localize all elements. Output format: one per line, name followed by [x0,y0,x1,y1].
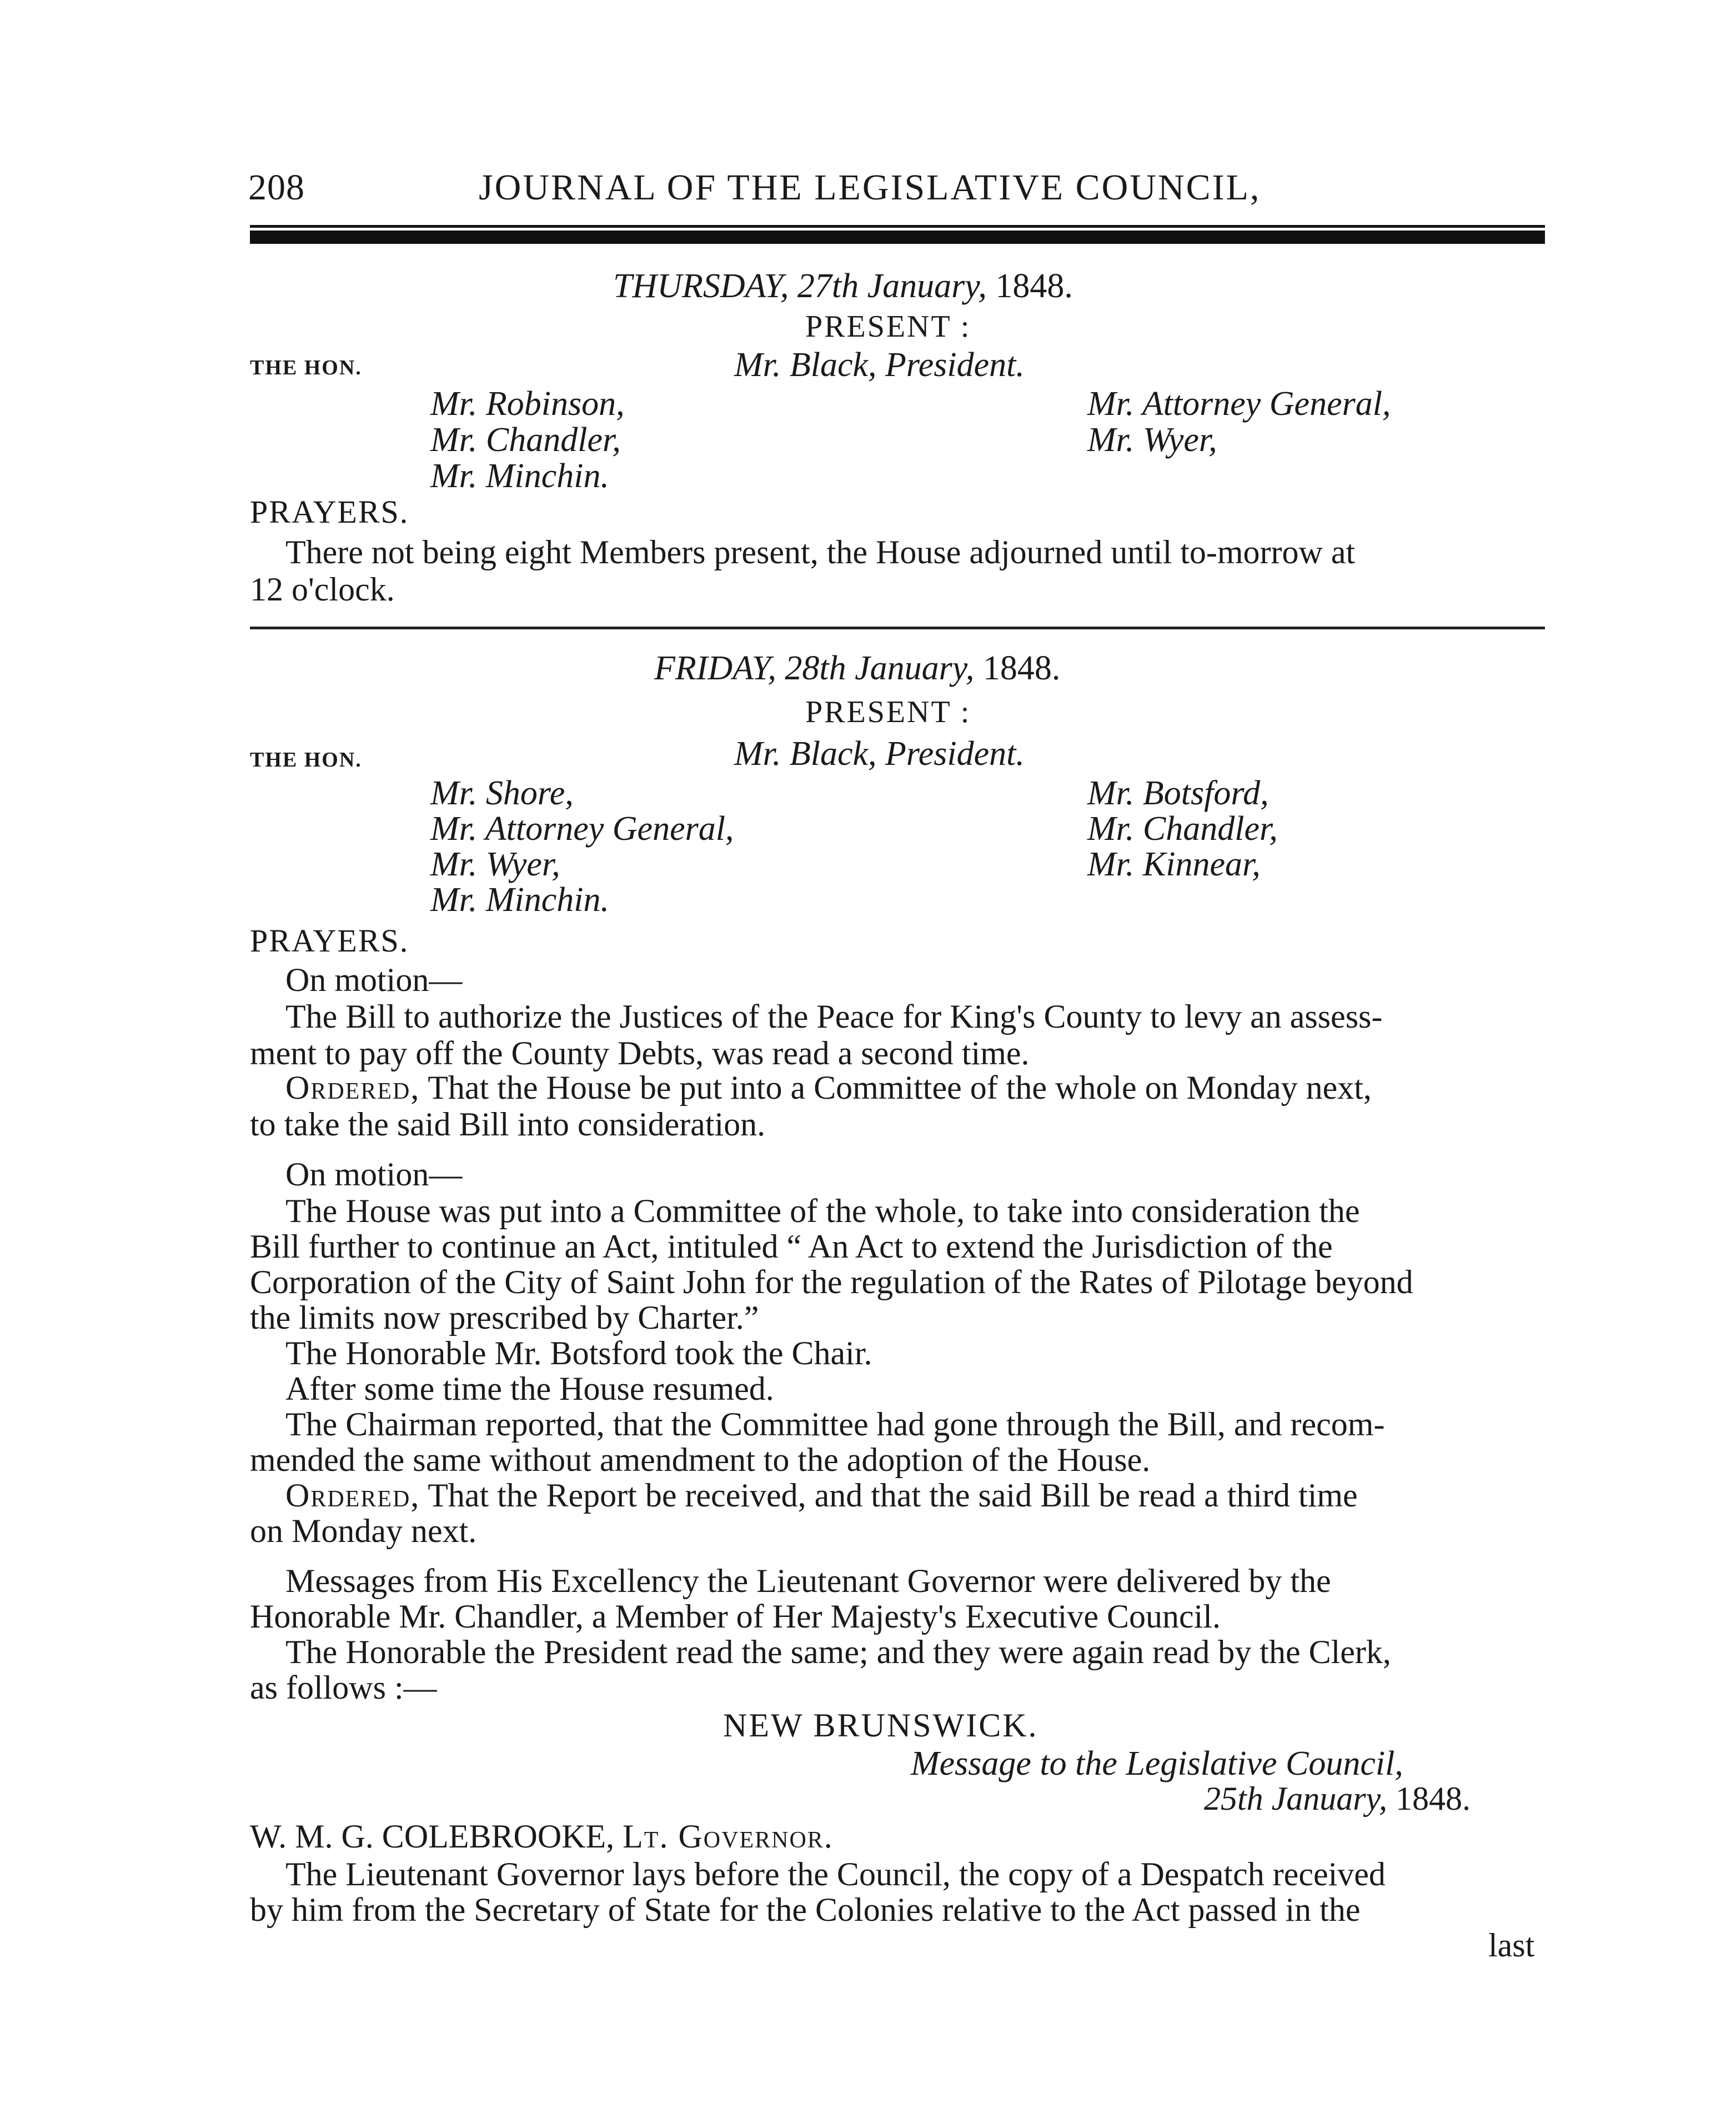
governor-line [250,1817,834,1856]
messages-line2: Honorable Mr. Chandler, a Member of Her Majesty's Executive Council. [250,1598,1221,1635]
on-motion-1: On motion— [285,962,463,998]
running-title: JOURNAL OF THE LEGISLATIVE COUNCIL, [479,167,1261,208]
friday-date [654,649,1060,688]
committee-line2: Bill further to continue an Act, intituled “ An Act to extend the Jurisdiction of the [250,1228,1333,1265]
friday-date-text: 28th January, [785,649,975,687]
thursday-the-hon: THE HON. [250,356,362,379]
governor-name: W. M. G. COLEBROOKE, [250,1818,615,1855]
thursday-president: Mr. Black, President. [734,346,1025,384]
thursday-adjourn-line2: 12 o'clock. [250,571,395,608]
committee-line3: Corporation of the City of Saint John for the regulation of the Rates of Pilotage beyond [250,1264,1413,1300]
on-motion-2: On motion— [285,1156,463,1193]
read-line1: The Honorable the President read the same; and they were again read by the Clerk, [285,1634,1391,1670]
thursday-year: 1848. [995,267,1073,305]
despatch-line2: by him from the Secretary of State for the Colonies relative to the Act passed in the [250,1891,1361,1928]
friday-present-heading: PRESENT : [805,695,971,729]
ordered-1-text: That the House be put into a Committee of the whole on Monday next, [428,1069,1372,1106]
friday-member: Mr. Minchin. [430,881,610,919]
thursday-day: THURSDAY, [613,267,789,305]
catchword: last [1488,1927,1535,1964]
thursday-member: Mr. Wyer, [1087,421,1217,459]
ordered-2-line1 [285,1476,1358,1515]
thursday-member: Mr. Attorney General, [1087,385,1391,423]
friday-prayers: PRAYERS. [250,923,409,959]
read-line2: as follows :— [250,1669,437,1706]
messages-line1: Messages from His Excellency the Lieutenant Governor were delivered by the [285,1563,1331,1599]
friday-member: Mr. Attorney General, [430,810,734,848]
committee-line4: the limits now prescribed by Charter.” [250,1299,759,1336]
friday-member: Mr. Botsford, [1087,774,1269,812]
friday-member: Mr. Shore, [430,774,574,812]
report-line1: The Chairman reported, that the Committee had gone through the Bill, and recom- [285,1406,1385,1443]
resumed-line: After some time the House resumed. [285,1370,774,1407]
thursday-date-text: 27th January, [797,267,987,305]
friday-member: Mr. Wyer, [430,845,560,883]
message-date-line [1204,1780,1471,1818]
thursday-adjourn-line1: There not being eight Members present, the House adjourned until to-morrow at [285,534,1356,570]
thursday-member: Mr. Robinson, [430,385,625,423]
ordered-1-line1 [285,1069,1372,1107]
section-divider [250,627,1545,629]
bill-text-line2: ment to pay off the County Debts, was read a second time. [250,1035,1030,1071]
thursday-prayers: PRAYERS. [250,494,409,530]
despatch-line1: The Lieutenant Governor lays before the Council, the copy of a Despatch received [285,1856,1386,1892]
report-line2: mended the same without amendment to the adoption of the House. [250,1441,1151,1478]
friday-year: 1848. [982,649,1061,687]
ordered-2-lead: Ordered, [285,1477,420,1514]
province-heading: NEW BRUNSWICK. [723,1707,1038,1744]
friday-member: Mr. Kinnear, [1087,845,1261,883]
thursday-member: Mr. Chandler, [430,421,621,459]
thursday-present-heading: PRESENT : [805,309,971,344]
friday-president: Mr. Black, President. [734,735,1025,773]
governor-title: Lt. Governor. [623,1818,834,1855]
committee-line1: The House was put into a Committee of the whole, to take into consideration the [285,1193,1360,1229]
page-number: 208 [248,167,305,208]
thursday-member: Mr. Minchin. [430,457,610,495]
ordered-1-lead: Ordered, [285,1069,420,1106]
header-rule-thin [250,225,1545,228]
chair-line: The Honorable Mr. Botsford took the Chair. [285,1335,872,1371]
thursday-date [613,267,1073,306]
friday-day: FRIDAY, [654,649,776,687]
friday-the-hon: THE HON. [250,748,362,772]
message-date: 25th January, [1204,1780,1387,1817]
bill-text-line1: The Bill to authorize the Justices of the Peace for King's County to levy an assess- [285,998,1383,1035]
friday-member: Mr. Chandler, [1087,810,1278,848]
message-year: 1848. [1395,1780,1471,1817]
ordered-2-line2: on Monday next. [250,1513,477,1549]
ordered-2-text: That the Report be received, and that the said Bill be read a third time [428,1477,1358,1514]
header-rule-heavy [250,231,1545,244]
ordered-1-line2: to take the said Bill into consideration. [250,1106,766,1143]
message-to-line: Message to the Legislative Council, [911,1745,1403,1782]
